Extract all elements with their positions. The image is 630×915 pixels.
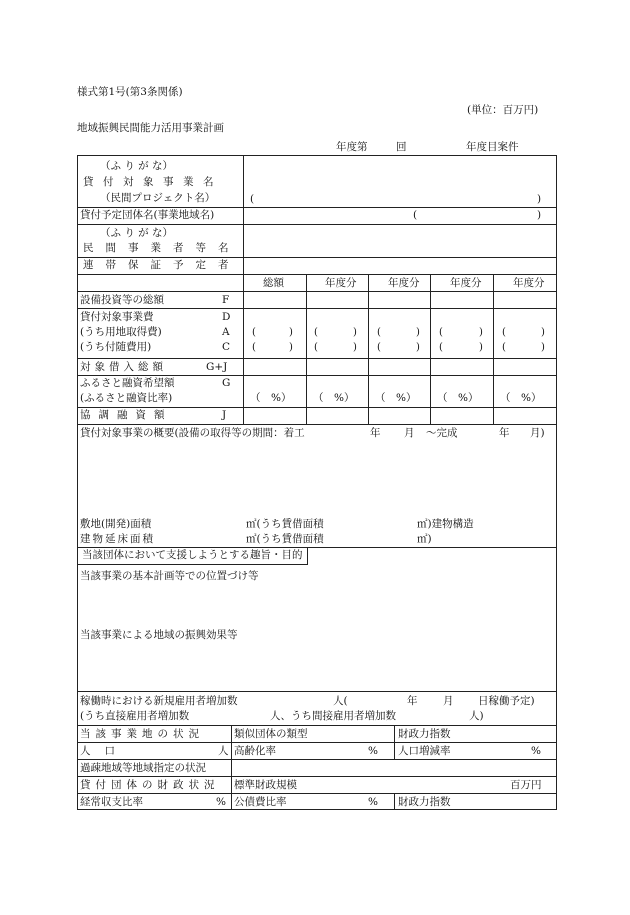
rule	[77, 207, 557, 208]
rule	[394, 725, 395, 759]
org-finance-label: 貸付団体の財政状況	[80, 779, 220, 791]
pct-cell: （ %）	[313, 392, 355, 404]
target-name-label: 貸付対象事業名	[83, 176, 223, 188]
guarantor-label: 連帯保証予定者	[83, 259, 241, 271]
overview-label: 貸付対象事業の概要(設備の取得等の期間：着工	[80, 427, 305, 439]
lease-area-1: ㎡(うち賃借面積	[246, 518, 324, 530]
lease-area-2: ㎡(うち賃借面積	[246, 533, 324, 545]
pop-change-pct: %	[531, 745, 541, 757]
pct-cell: （ %）	[375, 392, 417, 404]
aging-label: 高齢化率	[234, 745, 276, 757]
furusato-code: G	[222, 377, 231, 389]
new-hires-label: 稼働時における新規雇用者増加数	[80, 695, 238, 707]
rule	[77, 793, 557, 794]
person-close: 人)	[469, 710, 484, 722]
rule	[77, 407, 557, 408]
indirect-hires-label: 人、うち間接雇用者増加数	[270, 710, 396, 722]
emp-month: 月	[443, 695, 454, 707]
private-project-label: （民間プロジェクト名）	[100, 192, 216, 204]
m2-close: ㎡)	[417, 533, 432, 545]
coop-loan-code: J	[222, 409, 227, 421]
overview-year: 年	[370, 427, 381, 439]
emp-year: 年	[407, 695, 418, 707]
overview-year-2: 年	[499, 427, 510, 439]
support-purpose-label: 当該団体において支援しようとする趣旨・目的	[77, 547, 308, 565]
rule	[231, 725, 232, 810]
paren-close: )	[537, 209, 542, 221]
col-year-3: 年度分	[450, 277, 482, 289]
direct-hires-label: (うち直接雇用者増加数	[80, 710, 190, 722]
target-cost-code: D	[222, 311, 231, 323]
col-year-1: 年度分	[325, 277, 357, 289]
rule	[77, 691, 557, 692]
pop-change-label: 人口増減率	[398, 745, 451, 757]
furusato-ratio-label: (ふるさと融資比率)	[80, 392, 173, 404]
std-scale-label: 標準財政規模	[234, 779, 297, 791]
rule	[368, 274, 369, 424]
fiscal-index-label-2: 財政力指数	[398, 796, 451, 808]
rule	[77, 358, 557, 359]
aging-pct: %	[368, 745, 378, 757]
paren-close: )	[537, 193, 542, 205]
col-year-2: 年度分	[388, 277, 420, 289]
overview-month-close: 月)	[530, 427, 545, 439]
population-label: 人口	[80, 745, 129, 757]
round-label: 回	[396, 141, 407, 153]
floor-area-label: 建物延床面積	[80, 533, 155, 545]
person-open: 人(	[333, 695, 348, 707]
private-operator-label: 民間事業者等名	[83, 242, 241, 254]
rule	[77, 776, 557, 777]
target-cost-label: 貸付対象事業費	[80, 311, 154, 323]
rule	[493, 274, 494, 424]
rule	[77, 375, 557, 376]
page-title: 地域振興民間能力活用事業計画	[77, 122, 224, 134]
furigana-label: （ふ り が な）	[100, 160, 174, 172]
rule	[77, 424, 557, 425]
bond-ratio-label: 公債費比率	[234, 796, 287, 808]
rule	[430, 274, 431, 424]
incidental-code: C	[222, 341, 231, 353]
rule	[77, 725, 557, 726]
paren-open: (	[413, 209, 418, 221]
rule	[77, 257, 557, 258]
ordinary-ratio-pct: %	[216, 796, 226, 808]
rule	[243, 155, 244, 424]
col-year-4: 年度分	[513, 277, 545, 289]
rule	[77, 224, 557, 225]
fiscal-index-label: 財政力指数	[398, 728, 451, 740]
emp-start: 日稼働予定)	[478, 695, 535, 707]
unit-label: (単位：百万円)	[467, 104, 539, 116]
coop-loan-label: 協調融資額	[80, 409, 173, 421]
paren-open: (	[250, 193, 255, 205]
structure-label: ㎡)建物構造	[417, 518, 474, 530]
rule	[394, 793, 395, 810]
site-area-label: 敷地(開発)面積	[80, 518, 152, 530]
target-borrow-code: G+J	[206, 361, 228, 373]
pct-cell: （ %）	[437, 392, 479, 404]
bond-ratio-pct: %	[368, 796, 378, 808]
fiscal-year-label: 年度第	[336, 141, 368, 153]
pct-cell: （ %）	[500, 392, 542, 404]
overview-month: 月	[404, 427, 415, 439]
land-label: (うち用地取得費)	[80, 326, 162, 338]
form-number: 様式第1号(第3条関係)	[77, 86, 183, 98]
rule	[77, 759, 557, 760]
rule	[77, 291, 557, 292]
rule	[77, 742, 557, 743]
ordinary-ratio-label: 経常収支比率	[80, 796, 143, 808]
overview-until-done: ～完成	[426, 427, 458, 439]
lending-org-label: 貸付予定団体名(事業地域名)	[80, 209, 215, 221]
depop-label: 過疎地域等地域指定の状況	[80, 762, 206, 774]
capex-label: 設備投資等の総額	[80, 294, 164, 306]
rule	[77, 274, 557, 275]
basic-plan-label: 当該事業の基本計画等での位置づけ等	[80, 570, 259, 582]
incidental-label: (うち付随費用)	[80, 341, 152, 353]
pct-cell: （ %）	[250, 392, 292, 404]
rule	[306, 274, 307, 424]
target-borrow-label: 対象借入総額	[80, 361, 167, 373]
area-status-label: 当該事業地の状況	[80, 728, 204, 740]
col-total: 総額	[263, 277, 284, 289]
capex-code: F	[222, 294, 230, 306]
person-unit: 人	[218, 745, 229, 757]
rule	[77, 308, 557, 309]
furusato-label: ふるさと融資希望額	[80, 377, 175, 389]
case-label: 年度目案件	[466, 141, 519, 153]
effect-label: 当該事業による地域の振興効果等	[80, 629, 238, 641]
furigana-label-2: （ふ り が な）	[100, 227, 174, 239]
similar-type-label: 類似団体の類型	[234, 728, 308, 740]
land-code: A	[222, 326, 230, 338]
million-yen-unit: 百万円	[510, 779, 542, 791]
